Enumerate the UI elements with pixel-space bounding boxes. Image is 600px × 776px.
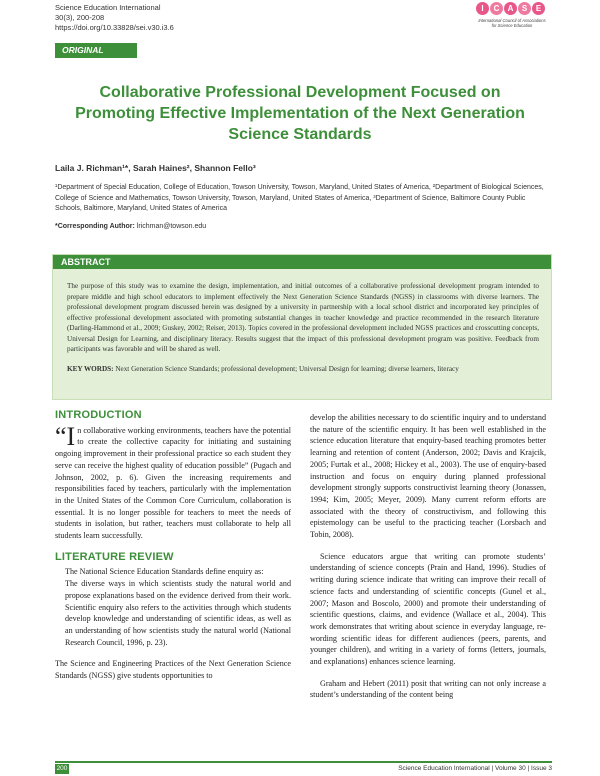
corresponding-label: *Corresponding Author: xyxy=(55,223,135,230)
keywords-label: KEY WORDS: xyxy=(67,364,114,373)
literature-review-heading: LITERATURE REVIEW xyxy=(55,550,174,563)
affiliations: ¹Department of Special Education, College of Education, Towson University, Towson, Maryland, United States of America, ²Department of Biological Sciences, College of Science and Mathematics, Towson University, Towson, Maryland, United States of America, ³Department of Science, Baltimore County Public Schools, Baltimore, Maryland, United States of America xyxy=(55,184,544,212)
article-title: Collaborative Professional Development Focused on Promoting Effective Implementation of the Next Generation Science Standards xyxy=(75,84,525,143)
left-column xyxy=(55,410,291,682)
logo-tagline: International Council of Associations for Science Education xyxy=(478,18,546,28)
icase-logo xyxy=(476,2,548,52)
page-footer xyxy=(55,764,552,774)
drop-cap: “I xyxy=(55,421,76,451)
abstract-box xyxy=(52,254,552,400)
literature-review-intro: The National Science Education Standards define enquiry as: xyxy=(65,567,264,577)
body-paragraph: Science educators argue that writing can promote students’ understanding of science concepts (Prain and Hand, 1996). Studies of writing during science indicate that writing can improve their recall of science facts and understanding of scientific concepts (Gunel et al., 2007; Mason and Boscolo, 2000) and promote their understanding of scientific questions, claims, and evidence (Wallace et al., 2004). This work demonstrates that writing about science in everyday language, re-wording scientific ideas for different audiences (peers, parents, and younger children), and writing in a variety of forms (letters, journals, and explanations) enhances science learning. xyxy=(310,551,546,667)
introduction-heading: INTRODUCTION xyxy=(55,409,142,421)
article-type-badge: ORIGINAL ARTICLE xyxy=(55,43,137,58)
footer-rule xyxy=(55,761,552,763)
journal-doi[interactable]: https://doi.org/10.33828/sei.v30.i3.6 xyxy=(55,23,174,32)
body-paragraph: develop the abilities necessary to do scientific inquiry and to understand the nature of the scientific enquiry. It has been well established in the science education literature that enquiry-based teaching promotes better learning and retention of content (Anderson, 2002; Davis and Krajcik, 2005; Furtak et al., 2008; Hickey et al., 2003). The use of enquiry-based instruction and focus on enquiry during planned professional development strongly supports constructivist learning theory (Jonassen, 1994; Kim, 2005; Meyer, 2009). Many current reform efforts are associated with the theory of constructivism, and following this epistemology can be useful to the practicing teacher (Lorsbach and Tobin, 2008). xyxy=(310,413,546,540)
footer-volume: Volume 30 xyxy=(494,765,526,772)
footer-issue: Issue 3 xyxy=(531,765,552,772)
abstract-text: The purpose of this study was to examine the design, implementation, and initial outcomes of a collaborative professional development program intended to prepare middle and high school educators to implement effectively the Next Generation Science Standards (NGSS) in classrooms with diverse learners. The professional development program discussed herein was designed by a university in partnership with a local school district and incorporated key principles of effective professional development associated with promoting substantial changes in teacher knowledge and practice recommended in the research literature (Darling-Hammond et al., 2009; Guskey, 2002; Reiser, 2013). Topics covered in the professional development included NGSS practices and crosscutting concepts, Universal Design for Learning, and disciplinary literacy. Results suggest that the impact of this professional development program was positive. Feedback from participants was favorable and will be shared as well. xyxy=(67,282,539,353)
author-list: Laila J. Richman¹*, Sarah Haines², Shannon Fello³ xyxy=(55,163,256,173)
logo-letter: S xyxy=(518,2,531,15)
block-quote: The diverse ways in which scientists study the natural world and propose explanations based on the evidence derived from their work. Scientific enquiry also refers to the activities through which students develop knowledge and understanding of scientific ideas, as well as an understanding of how scientists study the natural world (National Research Council, 1996, p. 23). xyxy=(65,579,291,647)
logo-letter: A xyxy=(504,2,517,15)
body-paragraph: Graham and Hebert (2011) posit that writing can not only increase a student’s understanding of the content being xyxy=(310,678,546,700)
corresponding-email[interactable]: lrichman@towson.edu xyxy=(136,223,207,230)
literature-review-paragraph: The Science and Engineering Practices of the Next Generation Science Standards (NGSS) give students opportunities to xyxy=(55,659,291,681)
footer-separator: | xyxy=(527,765,530,772)
logo-letter: E xyxy=(532,2,545,15)
logo-letters xyxy=(476,2,548,15)
abstract-heading: ABSTRACT xyxy=(53,255,551,269)
footer-journal: Science Education International xyxy=(398,765,490,772)
corresponding-author xyxy=(55,223,206,230)
journal-meta xyxy=(55,3,174,33)
journal-volume-pages: 30(3), 200-208 xyxy=(55,13,105,22)
logo-letter: I xyxy=(476,2,489,15)
right-column xyxy=(310,412,546,701)
logo-letter: C xyxy=(490,2,503,15)
introduction-paragraph xyxy=(55,421,291,542)
footer-separator: | xyxy=(491,765,494,772)
page-number: 200 xyxy=(56,765,68,772)
journal-name: Science Education International xyxy=(55,3,161,12)
footer-journal-info xyxy=(398,764,552,774)
keywords xyxy=(53,355,551,375)
introduction-text: n collaborative working environments, teachers have the potential to create the collective capacity for initiating and sustaining ongoing improvement in their professional practice so each student they serve can receive the highest quality of education possible” (Pugach and Johnson, 2002, p. 6). Given the increasing requirements and responsibilities faced by teachers, particularly with the implementation in the United States of the Common Core Curriculum, collaboration is essential. It is no longer possible for teachers to meet the needs of students in isolation, but rather, teachers must collaborate to help all students learn successfully. xyxy=(55,425,291,541)
keywords-list: Next Generation Science Standards; professional development; Universal Design for learning; diverse learners, literacy xyxy=(115,364,459,373)
